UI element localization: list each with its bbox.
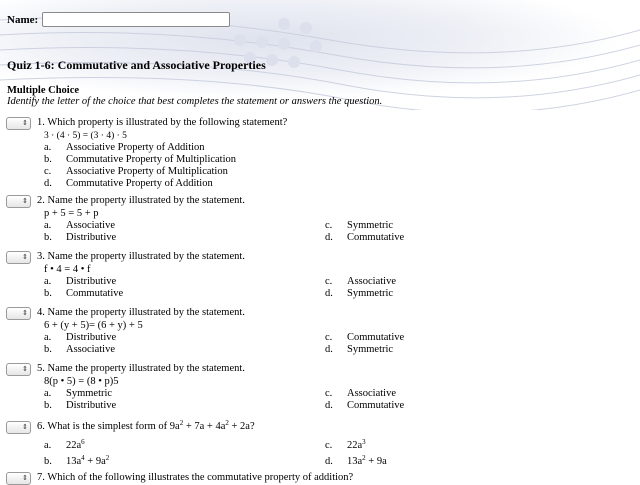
quiz-title: Quiz 1-6: Commutative and Associative Properties [7,58,266,72]
option-a: a. Distributive [44,276,117,287]
option-a: a. Associative Property of Addition [44,142,205,153]
option-d: d. Symmetric [325,344,394,355]
question-statement: 6 + (y + 5)= (6 + y) + 5 [44,320,143,331]
question-statement: 3 · (4 · 5) = (3 · 4) · 5 [44,131,127,141]
question-1 [6,117,636,190]
up-down-chevron-icon: ⇕ [22,474,28,482]
option-b: b. Distributive [44,400,117,411]
option-a: a. Symmetric [44,388,113,399]
question-statement: f • 4 = 4 • f [44,264,91,275]
option-b: b. Commutative Property of Multiplication [44,154,237,165]
question-statement: 8(p • 5) = (8 • p)5 [44,376,119,387]
name-input[interactable] [42,12,230,27]
answer-stepper-2[interactable] [6,195,31,208]
option-c: c. Associative [325,276,396,287]
option-d: d. Commutative [325,400,405,411]
name-label: Name: [7,13,39,26]
question-6 [6,421,636,470]
question-statement: p + 5 = 5 + p [44,208,99,219]
answer-stepper-7[interactable] [6,472,31,485]
question-text: Which of the following illustrates the commutative property of addition? [47,472,354,483]
question-text: Name the property illustrated by the statement. [47,307,245,318]
option-b: b. $13a^4 + 9a^2$ [44,454,110,467]
option-b: b. Commutative [44,288,124,299]
question-text: What is the simplest form of $9a^2 + 7a + 4a^2 + 2a$? [47,419,255,432]
option-d: d. Symmetric [325,288,394,299]
option-c: c. $22a^3$ [325,438,366,451]
question-number: 5. [37,363,45,374]
question-number: 1. [37,117,45,128]
question-3 [6,251,636,300]
answer-stepper-3[interactable] [6,251,31,264]
question-number: 4. [37,307,45,318]
section-heading: Multiple Choice [7,85,80,96]
options-grid [44,438,636,470]
question-4 [6,307,636,356]
options-list [44,142,636,190]
option-d: d. Commutative [325,232,405,243]
question-number: 6. [37,421,45,432]
option-d: d. $13a^2 + 9a$ [325,454,387,467]
up-down-chevron-icon: ⇕ [22,253,28,261]
up-down-chevron-icon: ⇕ [22,309,28,317]
up-down-chevron-icon: ⇕ [22,365,28,373]
name-row [7,12,230,27]
option-c: c. Commutative [325,332,405,343]
question-5 [6,363,636,412]
answer-stepper-5[interactable] [6,363,31,376]
option-a: a. Associative [44,220,115,231]
option-d: d. Commutative Property of Addition [44,178,213,189]
option-b: b. Distributive [44,232,117,243]
answer-stepper-4[interactable] [6,307,31,320]
answer-stepper-6[interactable] [6,421,31,434]
option-c: c. Associative [325,388,396,399]
up-down-chevron-icon: ⇕ [22,197,28,205]
question-number: 7. [37,472,45,483]
answer-stepper-1[interactable] [6,117,31,130]
options-grid [44,220,636,244]
question-7 [6,472,636,485]
option-b: b. Associative [44,344,115,355]
question-text: Name the property illustrated by the statement. [47,251,245,262]
option-a: a. $22a^6$ [44,438,85,451]
up-down-chevron-icon: ⇕ [22,423,28,431]
up-down-chevron-icon: ⇕ [22,119,28,127]
options-grid [44,388,636,412]
question-text: Which property is illustrated by the following statement? [47,117,288,128]
question-number: 3. [37,251,45,262]
question-2 [6,195,636,244]
option-c: c. Symmetric [325,220,394,231]
option-a: a. Distributive [44,332,117,343]
option-c: c. Associative Property of Multiplication [44,166,228,177]
question-number: 2. [37,195,45,206]
instructions: Identify the letter of the choice that best completes the statement or answers the question. [7,96,383,107]
options-grid [44,332,636,356]
question-text: Name the property illustrated by the statement. [47,363,245,374]
options-grid [44,276,636,300]
question-text: Name the property illustrated by the statement. [47,195,245,206]
